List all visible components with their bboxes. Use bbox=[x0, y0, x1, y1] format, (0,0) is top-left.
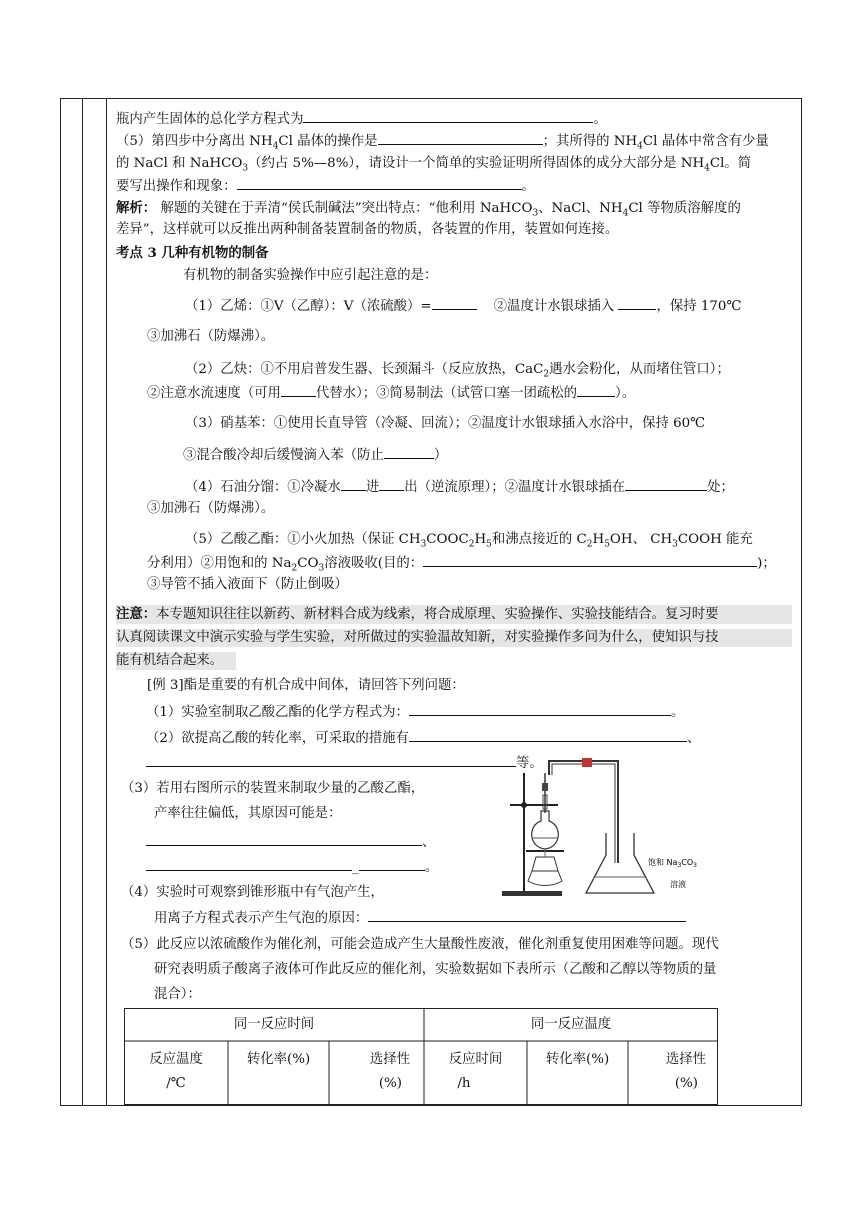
flask-label-1: 饱和 $Na_3CO_3$ bbox=[648, 858, 697, 869]
frame-top-border bbox=[60, 98, 801, 99]
text-line: ③加沸石（防爆沸）。 bbox=[147, 329, 275, 344]
frame-col-1 bbox=[82, 98, 83, 1106]
example-title: [例 3]酯是重要的有机合成中间体，请回答下列问题： bbox=[147, 678, 465, 693]
note-line: 能有机结合起来。 bbox=[116, 652, 236, 670]
table-header-cell: 选择性 bbox=[665, 1052, 706, 1067]
text-line: （2）乙炔：①不用启普发生器、长颈漏斗（反应放热，CaC$_2$遇水会粉化，从而堵住管口）； bbox=[185, 362, 730, 380]
text-line: 要写出操作和现象： 。 bbox=[116, 179, 535, 194]
question-line: （5）此反应以浓硫酸作为催化剂，可能会造成产生大量酸性废液，催化剂重复使用困难等问题。现代 bbox=[121, 937, 719, 952]
text-line: 有机物的制备实验操作中应引起注意的是： bbox=[183, 268, 438, 283]
frame-bottom-border bbox=[60, 1105, 801, 1106]
answer-blank: 、 bbox=[146, 833, 435, 852]
table-header-unit: /℃ bbox=[166, 1076, 186, 1091]
text-line: （1）乙烯：①V（乙醇）：V（浓硫酸）= ②温度计水银球插入 ，保持 170℃ bbox=[185, 299, 742, 314]
table-header-cell: 反应时间 bbox=[448, 1052, 503, 1067]
table-header-cell: 选择性 bbox=[369, 1052, 410, 1067]
flask-label-2: 溶液 bbox=[670, 880, 686, 889]
text-line: ③加沸石（防爆沸）。 bbox=[147, 501, 275, 516]
table-header-unit: (%) bbox=[378, 1076, 402, 1091]
table-header-cell: 反应温度 bbox=[149, 1052, 203, 1067]
table-header-unit: /h bbox=[457, 1076, 471, 1091]
apparatus-figure bbox=[488, 753, 726, 905]
text-line: 差异”，这样就可以反推出两种制备装置制备的物质，各装置的作用，装置如何连接。 bbox=[116, 222, 619, 237]
table-header-cell: 转化率(%) bbox=[246, 1052, 311, 1067]
note-line: 认真阅读课文中演示实验与学生实验，对所做过的实验温故知新，对实验操作多问为什么，使知识与技 bbox=[116, 629, 792, 647]
answer-blank: _ 。 bbox=[146, 858, 438, 877]
question-line: （2）欲提高乙酸的转化率，可采取的措施有 、 bbox=[146, 731, 701, 746]
question-line: 用离子方程式表示产生气泡的原因： bbox=[154, 909, 686, 928]
text-line: 分利用）②用饱和的 $Na_2CO_3$溶液吸收(目的： )； bbox=[147, 556, 776, 574]
text-line: ②注意水流速度（可用 代替水）；③简易制法（试管口塞一团疏松的 ）。 bbox=[147, 386, 636, 401]
question-line: 等。 bbox=[146, 754, 543, 773]
text-line: （3）硝基苯：①使用长直导管（冷凝、回流）；②温度计水银球插入水浴中，保持 60℃ bbox=[185, 416, 706, 431]
text-line: ③导管不插入液面下（防止倒吸） bbox=[147, 577, 348, 592]
table-header-cell: 转化率(%) bbox=[545, 1052, 610, 1067]
frame-right-border bbox=[801, 98, 802, 1106]
table-group-header: 同一反应时间 bbox=[233, 1017, 315, 1032]
frame-left-border bbox=[60, 98, 61, 1106]
frame-col-2 bbox=[106, 98, 107, 1106]
text-line: 瓶内产生固体的总化学方程式为 。 bbox=[116, 112, 607, 127]
question-line: （3）若用右图所示的装置来制取少量的乙酸乙酯， bbox=[121, 781, 425, 796]
table-header-unit: (%) bbox=[674, 1076, 698, 1091]
text-line: （5）乙酸乙酯：①小火加热（保证 $CH_3COOC_2H_5$和沸点接近的 $C_2H_5OH$、 $CH_3COOH$ 能充 bbox=[185, 532, 753, 550]
note-line: 注意：本专题知识往往以新药、新材料合成为线索，将合成原理、实验操作、实验技能结合。复习时要 bbox=[116, 605, 792, 624]
text-line: （5）第四步中分离出 $NH_4Cl$ 晶体的操作是 ；其所得的 $NH_4Cl$ 晶体中常含有少量 bbox=[116, 134, 769, 152]
question-line: （4）实验时可观察到锥形瓶中有气泡产生， bbox=[121, 885, 384, 900]
analysis-line: 解析： 解题的关键在于弄清“侯氏制碱法”突出特点：“他利用 NaHCO$_3$、NaCl、$NH_4Cl$ 等物质溶解度的 bbox=[116, 200, 741, 219]
section-heading: 考点 3 几种有机物的制备 bbox=[116, 245, 269, 261]
text-line: ③混合酸冷却后缓慢滴入苯（防止 ） bbox=[183, 448, 448, 463]
apparatus-drawing bbox=[488, 753, 726, 905]
data-table bbox=[124, 1008, 718, 1105]
table-group-header: 同一反应温度 bbox=[530, 1017, 612, 1032]
question-line: 产率往往偏低，其原因可能是： bbox=[154, 806, 342, 821]
question-line: （1）实验室制取乙酸乙酯的化学方程式为： 。 bbox=[146, 705, 685, 720]
text-line: 的 NaCl 和 NaHCO$_3$（约占 5%—8%），请设计一个简单的实验证明所得固体的成分大部分是 $NH_4Cl$。简 bbox=[116, 156, 752, 174]
question-line: 研究表明质子酸离子液体可作此反应的催化剂，实验数据如下表所示（乙酸和乙醇以等物质的量 bbox=[154, 962, 717, 977]
question-line: 混合）： bbox=[154, 987, 201, 1002]
text-line: （4）石油分馏：①冷凝水 进 出（逆流原理）；②温度计水银球插在 处； bbox=[185, 480, 734, 495]
